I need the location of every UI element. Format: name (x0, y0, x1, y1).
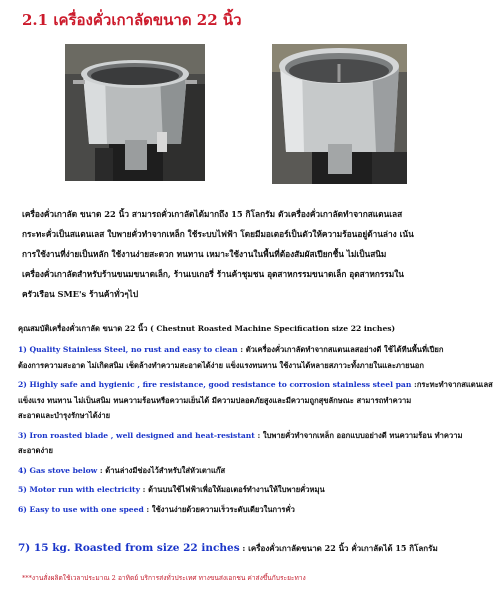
intro-paragraph (22, 204, 468, 304)
spec-item-th: : ใช้งานง่ายด้วยความเร็วระดับเดียวในการคั่ว (143, 504, 295, 514)
spec-item-en: 3) Iron roasted blade , well designed and heat-resistant (18, 430, 255, 440)
spec-item-en: 6) Easy to use with one speed (18, 504, 144, 514)
spec-item-1-cont (18, 358, 470, 374)
intro-line: เครื่องคั่วเกาลัด ขนาด 22 นิ้ว สามารถคั่วเกาลัดได้มากถึง 15 กิโลกรัม ตัวเครื่องคั่วเกาลัดทำจากสแตนเลส (22, 209, 403, 219)
spec-item-4 (18, 463, 470, 479)
spec-item-en: 5) Motor run with electricity (18, 485, 140, 494)
spec-item-th: : ใบพายคั่วทำจากเหล็ก ออกแบบอย่างดี ทนความร้อน ทำความ (254, 430, 463, 440)
spec-item-7 (18, 542, 478, 555)
spec-item-th: ต้องการความสะอาด ไม่เกิดสนิม เช็ดล้างทำความสะอาดได้ง่าย แข็งแรงทนทาน ใช้งานได้หลายสภาวะทั้งภายในและภายนอก (18, 360, 424, 370)
intro-line: เครื่องคั่วเกาลัดสำหรับร้านขนมขนาดเล็ก, ร้านเบเกอรี่ ร้านค้าชุมชน อุตสาหกรรมขนาดเล็ก อุตสาหกรรมใน (22, 269, 404, 279)
page-title: 2.1 เครื่องคั่วเกาลัดขนาด 22 นิ้ว (22, 11, 242, 29)
spec-item-th: สะอาดและบำรุงรักษาได้ง่าย (18, 411, 111, 420)
intro-line: ครัวเรือน SME's ร้านค้าทั่วๆไป (22, 289, 139, 299)
spec-item-en: 4) Gas stove below (18, 465, 98, 475)
spec-item-en: 2) Highly safe and hygienic , fire resistance, good resistance to corrosion stainless steel pan (18, 380, 412, 389)
footnote: ***งานสั่งผลิตใช้เวลาประมาณ 2 อาทิตย์ บริการส่งทั่วประเทศ ทางขนส่งเอกชน ค่าส่งขึ้นกับระยะทาง (22, 574, 306, 582)
spec-item-th: : ด้านล่างมีช่องไว้สำหรับใส่หัวเตาแก๊ส (97, 465, 226, 475)
spec-item-2-cont (18, 408, 470, 424)
spec-heading: คุณสมบัติเครื่องคั่วเกาลัด ขนาด 22 นิ้ว ( Chestnut Roasted Machine Specification size 22 inches) (18, 324, 396, 333)
spec-list (18, 342, 493, 517)
spec-item-th: แข็งแรง ทนทาน ไม่เป็นสนิม ทนความร้อนหรือความเย็นได้ มีความปลอดภัยสูงและมีความถูกสุขลักษณะ สามารถทำความ (18, 395, 412, 405)
roaster-photo-side (272, 44, 407, 184)
roaster-photo-front (65, 44, 205, 181)
spec-item-2 (18, 377, 493, 393)
spec-item-6 (18, 502, 470, 518)
spec-item-en: 7) 15 kg. Roasted from size 22 inches (18, 542, 240, 554)
spec-item-3 (18, 428, 470, 444)
spec-item-th: : ตัวเครื่องคั่วเกาลัดทำจากสแตนเลสอย่างดี ใช้ได้ทีนพื้นที่เปียก (237, 345, 444, 354)
spec-item-5 (18, 482, 470, 498)
intro-line: กระทะคั่วเป็นสแตนเลส ใบพายคั่วทำจากเหล็ก ใช้ระบบไฟฟ้า โดยมีมอเตอร์เป็นตัวให้ความร้อนอยู่ด้านล่าง เน้น (22, 229, 414, 239)
spec-item-en: 1) Quality Stainless Steel, no rust and easy to clean (18, 345, 238, 354)
intro-line: การใช้งานที่ง่ายเป็นหลัก ใช้งานง่ายสะดวก ทนทาน เหมาะใช้งานในพื้นที่ต้องสัมผัสเปียกชื้น ไม่เป็นสนิม (22, 249, 387, 259)
spec-item-1 (18, 342, 470, 358)
spec-item-2-cont (18, 393, 470, 409)
spec-item-th: : เครื่องคั่วเกาลัดขนาด 22 นิ้ว คั่วเกาลัดได้ 15 กิโลกรัม (239, 543, 438, 553)
spec-item-3-cont (18, 443, 470, 459)
spec-item-th: สะอาดง่าย (18, 446, 53, 455)
spec-item-th: : ด้านบนใช้ไฟฟ้าเพื่อให้มอเตอร์ทำงานให้ใบพายคั่วหมุน (139, 485, 325, 494)
spec-item-th: :กระทะทำจากสแตนเลส (411, 380, 493, 389)
